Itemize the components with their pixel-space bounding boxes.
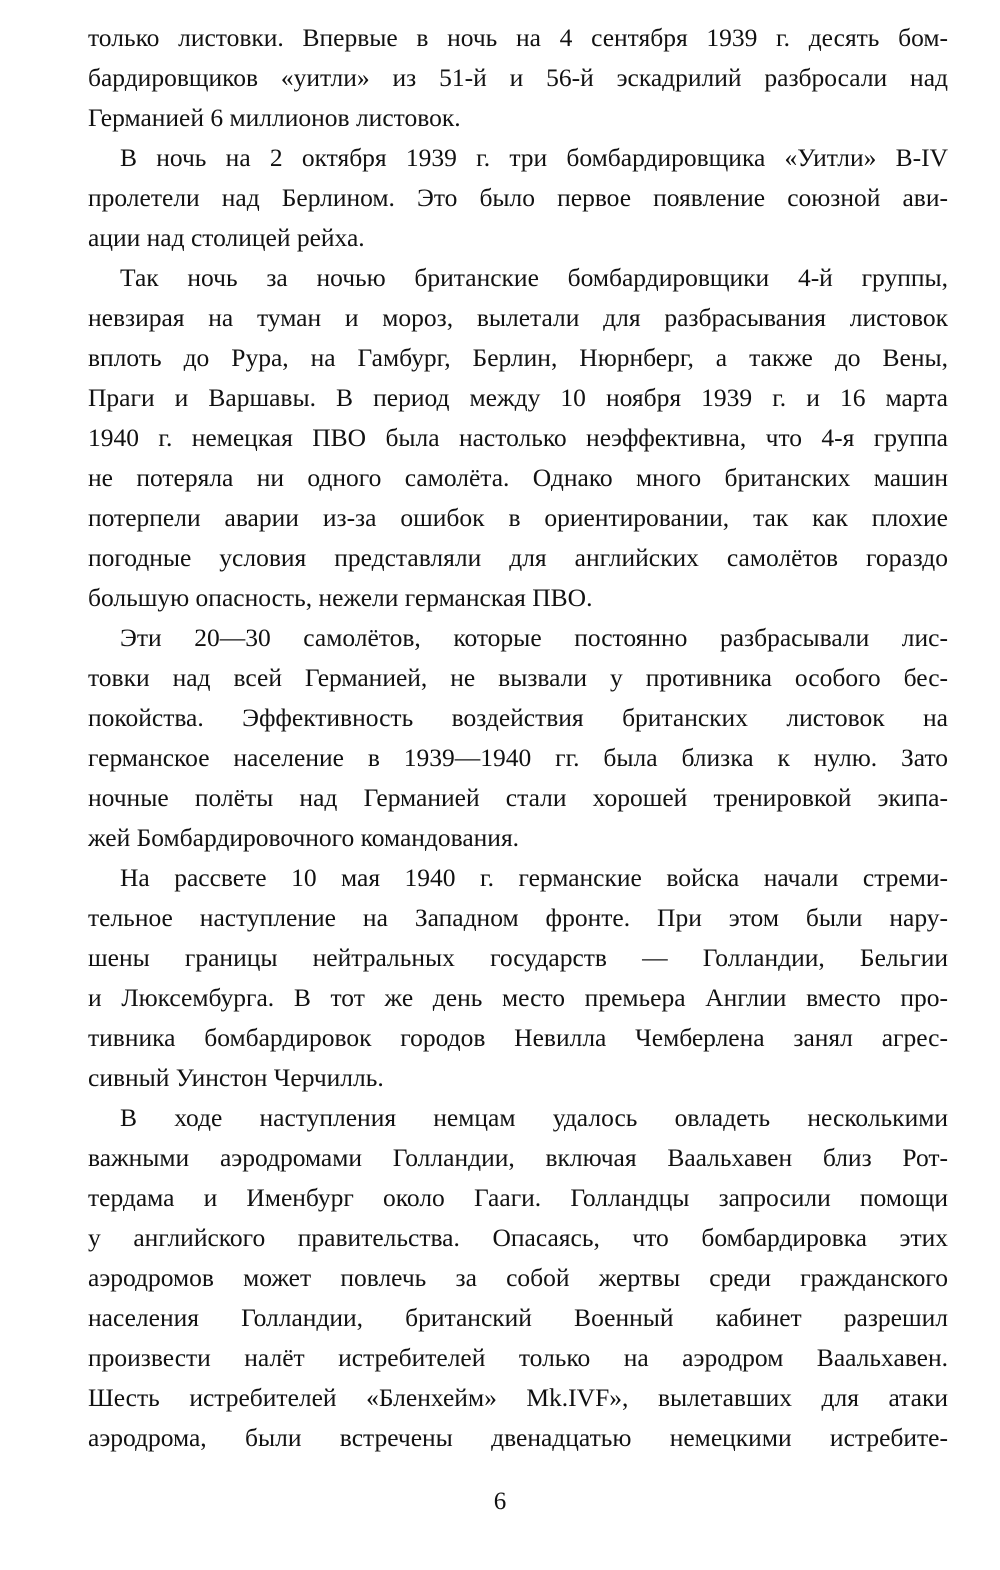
text-line: ночные полёты над Германией стали хорошей тренировкой экипа- xyxy=(88,783,948,812)
text-line: тельное наступление на Западном фронте. При этом были нару- xyxy=(88,903,948,932)
text-line: На рассвете 10 мая 1940 г. германские войска начали стреми- xyxy=(120,863,948,892)
text-line: вплоть до Рура, на Гамбург, Берлин, Нюрнберг, а также до Вены, xyxy=(88,343,948,372)
text-line: произвести налёт истребителей только на аэродром Ваальхавен. xyxy=(88,1343,948,1372)
text-line: шены границы нейтральных государств — Голландии, Бельгии xyxy=(88,943,948,972)
text-line: сивный Уинстон Черчилль. xyxy=(88,1063,384,1092)
text-line: только листовки. Впервые в ночь на 4 сентября 1939 г. десять бом- xyxy=(88,23,948,52)
text-line: невзирая на туман и мороз, вылетали для разбрасывания листовок xyxy=(88,303,948,332)
text-line: тердама и Именбург около Гааги. Голландцы запросили помощи xyxy=(88,1183,948,1212)
text-line: жей Бомбардировочного командования. xyxy=(88,823,520,852)
text-line: Так ночь за ночью британские бомбардировщики 4-й группы, xyxy=(120,263,948,292)
text-line: аэродромов может повлечь за собой жертвы среди гражданского xyxy=(88,1263,948,1292)
text-line: Шесть истребителей «Бленхейм» Mk.IVF», вылетавших для атаки xyxy=(88,1383,948,1412)
page-number: 6 xyxy=(493,1488,507,1515)
text-line: тивника бомбардировок городов Невилла Чемберлена занял агрес- xyxy=(88,1023,948,1052)
text-line: 1940 г. немецкая ПВО была настолько неэффективна, что 4-я группа xyxy=(88,423,948,452)
text-line: населения Голландии, британский Военный кабинет разрешил xyxy=(88,1303,948,1332)
text-line: В ходе наступления немцам удалось овладеть несколькими xyxy=(120,1103,948,1132)
text-line: бардировщиков «уитли» из 51-й и 56-й эскадрилий разбросали над xyxy=(88,63,948,92)
text-line: важными аэродромами Голландии, включая Ваальхавен близ Рот- xyxy=(88,1143,948,1172)
text-line: Германией 6 миллионов листовок. xyxy=(88,103,461,132)
text-line: В ночь на 2 октября 1939 г. три бомбардировщика «Уитли» B-IV xyxy=(120,143,948,172)
text-line: погодные условия представляли для английских самолётов гораздо xyxy=(88,543,948,572)
text-line: германское население в 1939—1940 гг. была близка к нулю. Зато xyxy=(88,743,948,772)
text-line: Эти 20—30 самолётов, которые постоянно разбрасывали лис- xyxy=(120,623,948,652)
text-line: ации над столицей рейха. xyxy=(88,223,365,252)
text-line: покойства. Эффективность воздействия британских листовок на xyxy=(88,703,948,732)
text-line: аэродрома, были встречены двенадцатью немецкими истребите- xyxy=(88,1423,948,1452)
text-line: большую опасность, нежели германская ПВО. xyxy=(88,583,593,612)
text-line: и Люксембурга. В тот же день место премьера Англии вместо про- xyxy=(88,983,948,1012)
text-line: Праги и Варшавы. В период между 10 ноября 1939 г. и 16 марта xyxy=(88,383,948,412)
text-line: товки над всей Германией, не вызвали у противника особого бес- xyxy=(88,663,948,692)
text-line: потерпели аварии из-за ошибок в ориентировании, так как плохие xyxy=(88,503,948,532)
text-line: не потеряла ни одного самолёта. Однако много британских машин xyxy=(88,463,948,492)
text-line: пролетели над Берлином. Это было первое появление союзной ави- xyxy=(88,183,948,212)
page-body-text xyxy=(88,18,948,1458)
text-line: у английского правительства. Опасаясь, что бомбардировка этих xyxy=(88,1223,948,1252)
